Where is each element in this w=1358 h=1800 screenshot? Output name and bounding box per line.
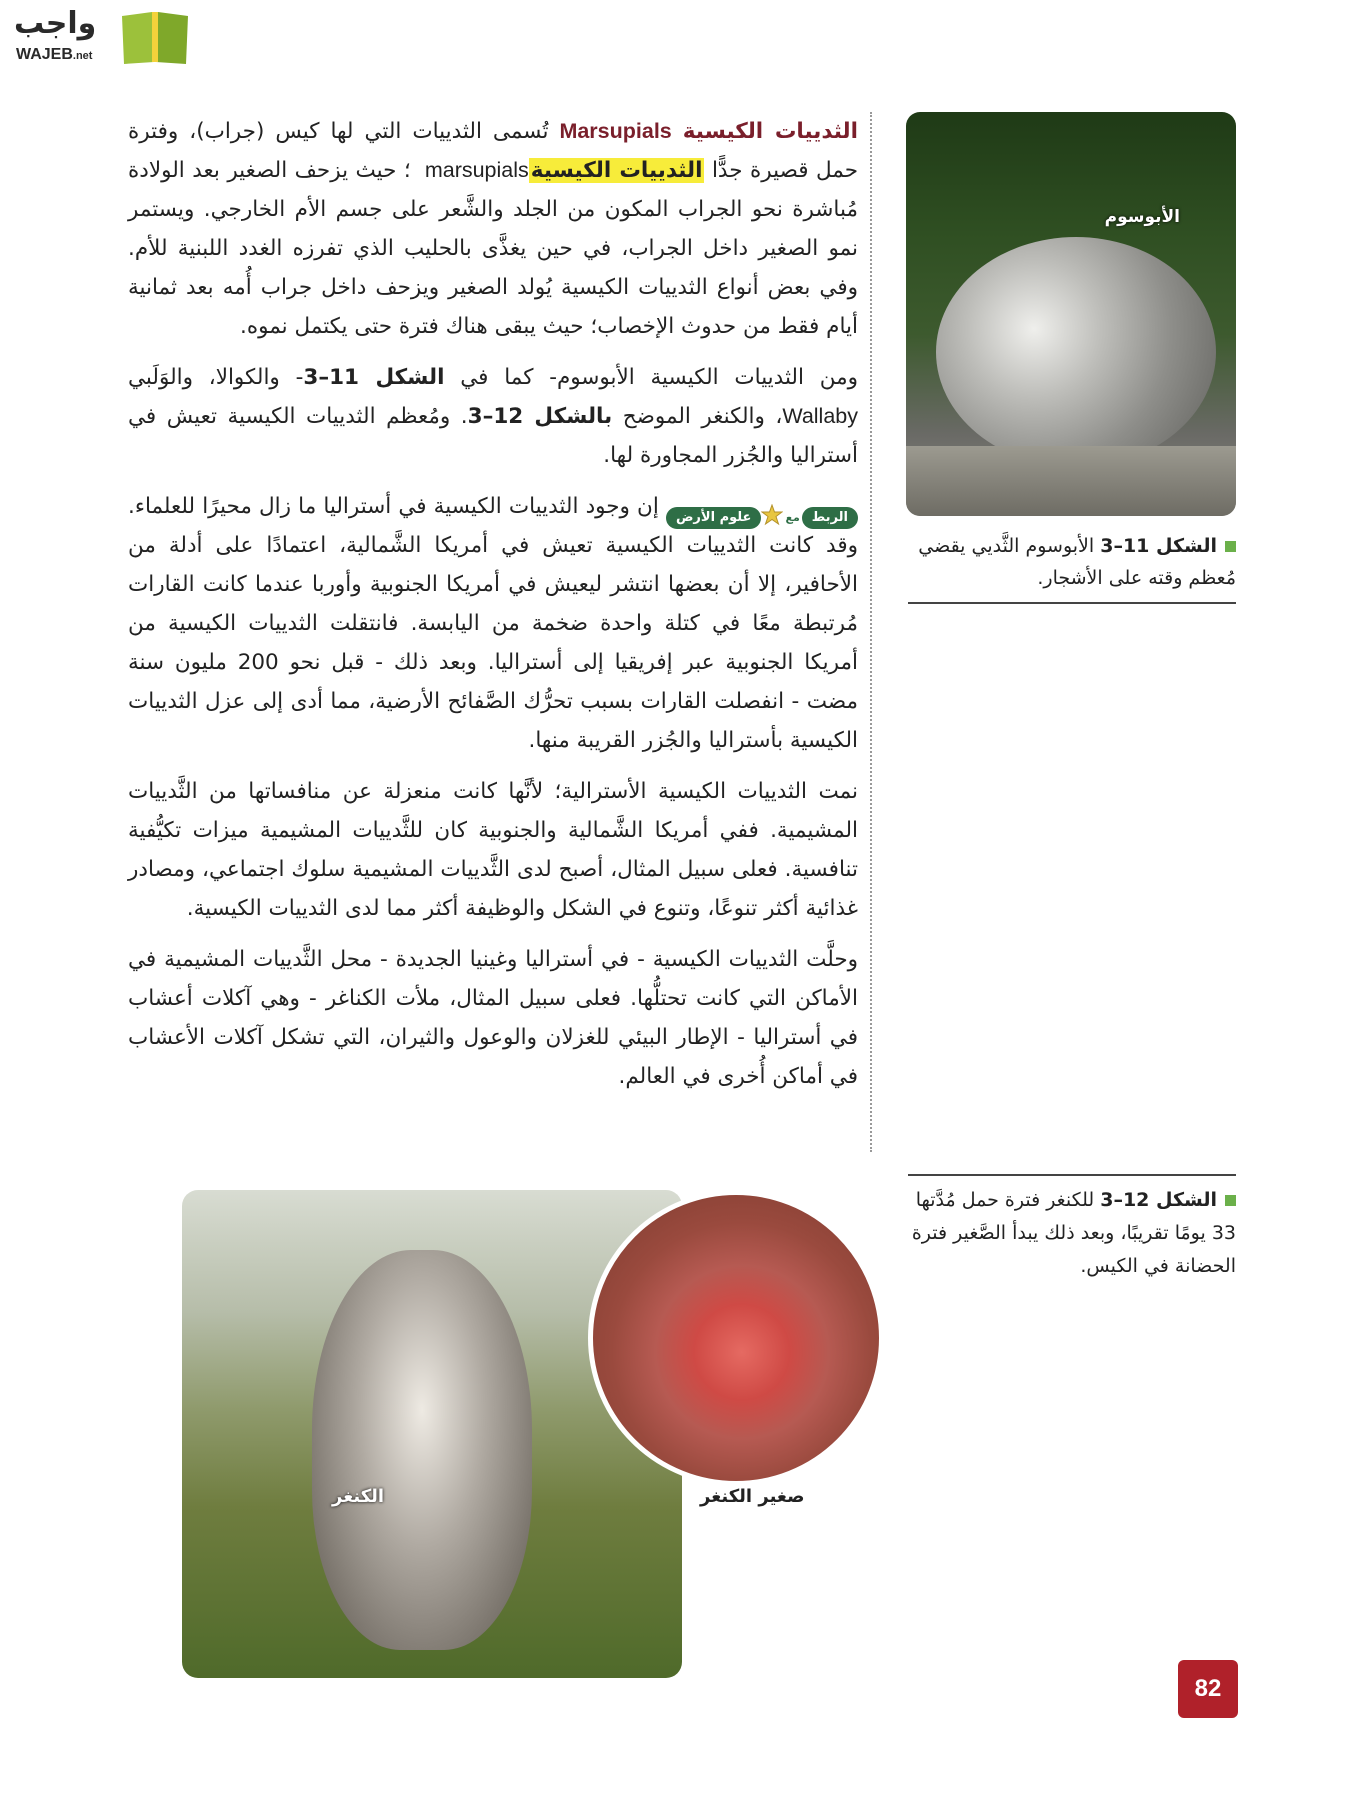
figure-11-text: الأبوسوم الثَّديي يقضي مُعظم وقته على الأشجار.	[918, 535, 1236, 589]
logo-site	[16, 46, 92, 64]
caption-marker-icon	[1225, 1195, 1236, 1206]
p1-text2: ؛ حيث يزحف الصغير بعد الولادة مُباشرة نحو الجراب المكون من الجلد والشَّعر على جسم الأم الخارجي. ويستمر نمو الصغير داخل الجراب، في حين يغذَّى بالحليب الذي تفرزه الغدد اللبنية للأم. وفي بعض أنواع الثدييات الكيسية يُولد الصغير ويزحف داخل جراب أُمه بعد ثمانية أيام فقط من حدوث الإخصاب؛ حيث يبقى هناك فترة حتى يكتمل نموه.	[128, 158, 858, 339]
p2-text4: . ومُعظم الثدييات الكيسية تعيش في أستراليا والجُزر المجاورة لها.	[128, 404, 858, 468]
book-icon	[118, 8, 192, 66]
caption-marker-icon	[1225, 541, 1236, 552]
main-text-column	[128, 112, 858, 1108]
wallaby-en: Wallaby	[782, 404, 858, 428]
paragraph-earth-science	[128, 487, 858, 760]
opossum-label: الأبوسوم	[1104, 207, 1180, 227]
logo-site-suffix: .net	[72, 50, 93, 62]
kangaroo-figure	[312, 1250, 532, 1650]
connection-subject: علوم الأرض	[666, 507, 762, 529]
term-marsupials: الثدييات الكيسية	[682, 119, 858, 144]
joey-photo	[588, 1190, 884, 1486]
column-divider	[870, 112, 872, 1152]
paragraph-examples	[128, 358, 858, 475]
highlighted-term-en: marsupials	[418, 158, 529, 182]
term-marsupials-en: Marsupials	[559, 119, 672, 143]
connection-label: الربط	[802, 507, 858, 529]
star-icon	[761, 504, 783, 526]
figure-11-caption	[908, 530, 1236, 604]
figure-ref-11[interactable]: الشكل 11–3	[303, 365, 445, 390]
logo-word: واجب	[14, 6, 97, 41]
figure-12-label: الشكل 12–3	[1100, 1189, 1217, 1211]
opossum-photo	[906, 112, 1236, 516]
figure-12-text: للكنغر فترة حمل مُدَّتها 33 يومًا تقريبًا، وبعد ذلك يبدأ الصَّغير فترة الحضانة في الكيس.	[911, 1189, 1236, 1277]
p3-text: إن وجود الثدييات الكيسية في أستراليا ما زال محيرًا للعلماء. وقد كانت الثدييات الكيسية تعيش في أمريكا الشَّمالية، اعتمادًا على أدلة من الأحافير، إلا أن بعضها انتشر ليعيش في أمريكا الجنوبية وأوربا عندما كانت القارات مُرتبطة معًا في كتلة واحدة ضخمة من اليابسة. فانتقلت الثدييات الكيسية من أمريكا الجنوبية عبر إفريقيا إلى أستراليا. وبعد ذلك - قبل نحو 200 مليون سنة مضت - انفصلت القارات بسبب تحرُّك الصَّفائح الأرضية، مما أدى إلى عزل الثدييات الكيسية بأستراليا والجُزر القريبة منها.	[128, 494, 858, 753]
connection-badge[interactable]	[666, 495, 858, 525]
fence	[906, 446, 1236, 516]
page-number: 82	[1178, 1660, 1238, 1718]
highlighted-term: الثدييات الكيسية	[530, 158, 703, 183]
kangaroo-label: الكنغر	[332, 1486, 385, 1507]
p2-text3: ، والكنغر الموضح	[612, 404, 783, 429]
figure-12-caption	[908, 1174, 1236, 1283]
joey-label: صغير الكنغر	[700, 1486, 805, 1507]
figure-11-label: الشكل 11–3	[1100, 535, 1217, 557]
p2-text2: - والكوالا، والوَلَبي	[128, 365, 304, 390]
p2-text1: ومن الثدييات الكيسية الأبوسوم- كما في	[444, 365, 859, 390]
opossum-body	[936, 237, 1216, 467]
paragraph-australian: نمت الثدييات الكيسية الأسترالية؛ لأنَّها كانت منعزلة عن منافساتها من الثَّدييات المشيمية. ففي أمريكا الشَّمالية والجنوبية كان للثَّدييات المشيمية ميزات تكيُّفية تنافسية. فعلى سبيل المثال، أصبح لدى الثَّدييات المشيمية سلوك اجتماعي، ومصادر غذائية أكثر تنوعًا، وتنوع في الشكل والوظيفة أكثر مما لدى الثدييات الكيسية.	[128, 779, 858, 921]
figure-ref-12[interactable]: بالشكل 12–3	[467, 404, 613, 429]
paragraph-replacement: وحلَّت الثدييات الكيسية - في أستراليا وغينيا الجديدة - محل الثَّدييات المشيمية في الأماكن التي كانت تحتلُّها. فعلى سبيل المثال، ملأت الكناغر - وهي آكلات أعشاب في أستراليا - الإطار البيئي للغزلان والوعول والثيران، التي تشكل آكلات الأعشاب في أماكن أُخرى في العالم.	[128, 947, 858, 1089]
logo-site-name: WAJEB	[16, 46, 73, 63]
wajeb-logo[interactable]	[14, 6, 192, 68]
paragraph-marsupials	[128, 112, 858, 346]
connection-with: مع	[785, 511, 800, 524]
p1-text1: تُسمى الثدييات التي لها كيس (جراب)، وفترة حمل قصيرة جدًّا	[128, 119, 858, 183]
